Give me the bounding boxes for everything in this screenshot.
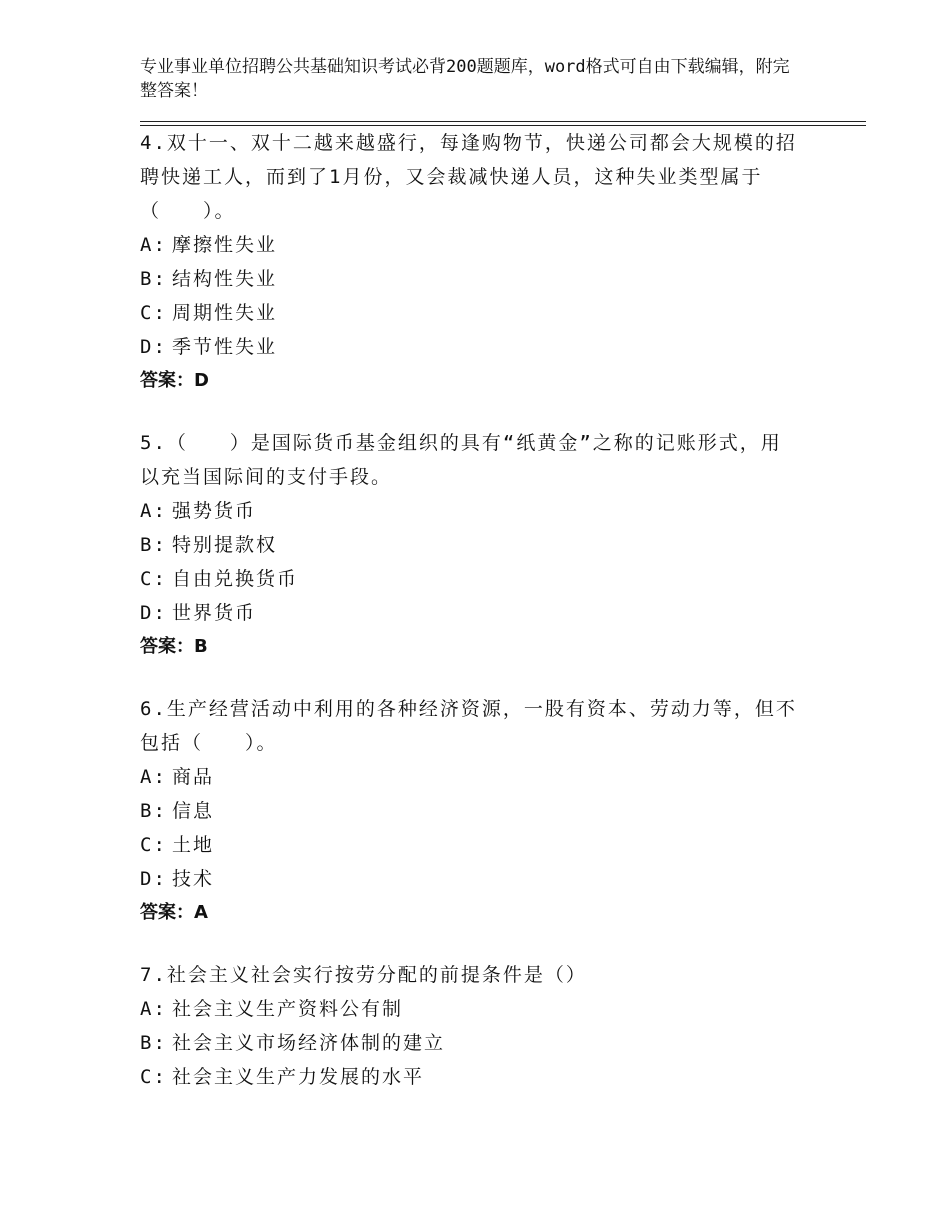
option-d bbox=[140, 330, 800, 364]
option-c bbox=[140, 296, 800, 330]
option-c bbox=[140, 562, 800, 596]
option-key: C: bbox=[140, 568, 167, 590]
option-key: D: bbox=[140, 336, 167, 358]
option-b bbox=[140, 1026, 800, 1060]
option-text: 周期性失业 bbox=[172, 302, 278, 324]
page-header bbox=[140, 55, 800, 103]
option-key: A: bbox=[140, 500, 167, 522]
option-text: 季节性失业 bbox=[172, 336, 278, 358]
option-b bbox=[140, 528, 800, 562]
option-c bbox=[140, 828, 800, 862]
option-key: C: bbox=[140, 302, 167, 324]
question-text: 5.（ ）是国际货币基金组织的具有“纸黄金”之称的记账形式，用以充当国际间的支付手段。 bbox=[140, 432, 782, 488]
option-key: C: bbox=[140, 834, 167, 856]
option-key: B: bbox=[140, 800, 167, 822]
answer-line: 答案：D bbox=[140, 370, 209, 391]
question-4 bbox=[140, 126, 800, 398]
option-b bbox=[140, 794, 800, 828]
option-a bbox=[140, 494, 800, 528]
option-d bbox=[140, 596, 800, 630]
option-text: 土地 bbox=[172, 834, 215, 856]
option-a bbox=[140, 992, 800, 1026]
option-a bbox=[140, 228, 800, 262]
question-5 bbox=[140, 426, 800, 664]
option-text: 社会主义市场经济体制的建立 bbox=[172, 1032, 446, 1054]
option-text: 技术 bbox=[172, 868, 215, 890]
option-text: 社会主义生产资料公有制 bbox=[172, 998, 404, 1020]
option-text: 信息 bbox=[172, 800, 215, 822]
option-text: 商品 bbox=[172, 766, 215, 788]
question-list bbox=[140, 126, 800, 1122]
option-key: B: bbox=[140, 268, 167, 290]
option-key: A: bbox=[140, 234, 167, 256]
option-key: C: bbox=[140, 1066, 167, 1088]
question-text: 7.社会主义社会实行按劳分配的前提条件是（） bbox=[140, 964, 587, 986]
option-text: 世界货币 bbox=[172, 602, 257, 624]
header-text: 专业事业单位招聘公共基础知识考试必背200题题库，word格式可自由下载编辑，附完整答案！ bbox=[140, 57, 790, 101]
option-c bbox=[140, 1060, 800, 1094]
answer-line: 答案：B bbox=[140, 636, 208, 657]
option-key: A: bbox=[140, 998, 167, 1020]
answer-line: 答案：A bbox=[140, 902, 208, 923]
option-key: B: bbox=[140, 534, 167, 556]
option-b bbox=[140, 262, 800, 296]
question-6 bbox=[140, 692, 800, 930]
option-key: B: bbox=[140, 1032, 167, 1054]
option-text: 自由兑换货币 bbox=[172, 568, 299, 590]
option-text: 社会主义生产力发展的水平 bbox=[172, 1066, 425, 1088]
question-text: 4.双十一、双十二越来越盛行，每逢购物节，快递公司都会大规模的招聘快递工人，而到了1月份，又会裁减快递人员，这种失业类型属于（ ）。 bbox=[140, 132, 797, 222]
option-key: D: bbox=[140, 868, 167, 890]
option-d bbox=[140, 862, 800, 896]
option-text: 摩擦性失业 bbox=[172, 234, 278, 256]
question-text: 6.生产经营活动中利用的各种经济资源，一股有资本、劳动力等，但不包括（ ）。 bbox=[140, 698, 797, 754]
option-key: A: bbox=[140, 766, 167, 788]
option-a bbox=[140, 760, 800, 794]
question-7 bbox=[140, 958, 800, 1094]
option-key: D: bbox=[140, 602, 167, 624]
option-text: 结构性失业 bbox=[172, 268, 278, 290]
option-text: 特别提款权 bbox=[172, 534, 278, 556]
option-text: 强势货币 bbox=[172, 500, 257, 522]
